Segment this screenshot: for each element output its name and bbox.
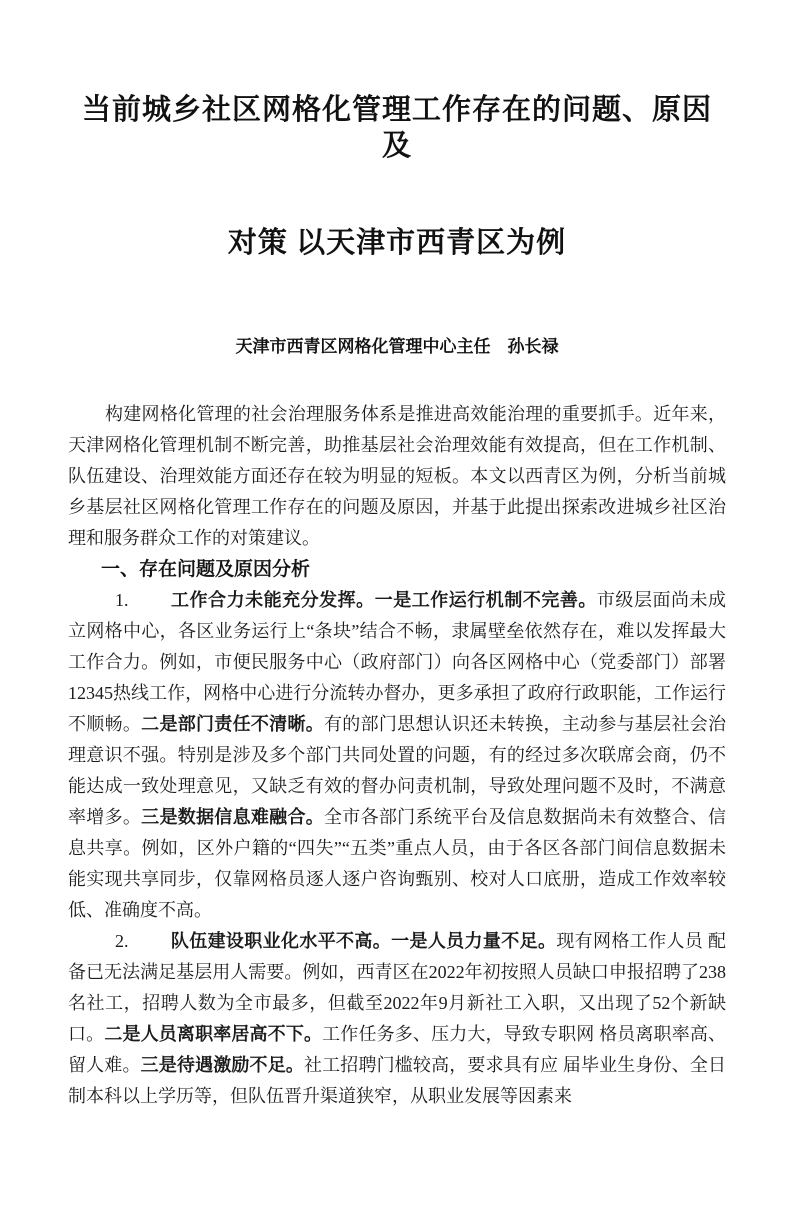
item-2-bold-2: 二是人员离职率居高不下。: [104, 1024, 323, 1044]
item-2-text-1: 现有网格工作人员 配备已无法满足基层用人需要。例如，西青区在2022年初按照人员缺口申报招聘了238名社工，招聘人数为全市最多，但截至2022年9月新社工入职，又出现了52个新缺口。: [68, 931, 727, 1044]
section-heading-1: 一、存在问题及原因分析: [101, 559, 311, 580]
item-2-bold-lead: 队伍建设职业化水平不高。一是人员力量不足。: [170, 931, 557, 951]
item-1-bold-2: 二是部门责任不清晰。: [141, 714, 325, 734]
document-title-line-1: 当前城乡社区网格化管理工作存在的问题、原因及: [81, 94, 712, 162]
document-page: [0, 92, 794, 1214]
item-1-number: 1.: [115, 590, 129, 610]
item-1-bold-lead: 工作合力未能充分发挥。一是工作运行机制不完善。: [170, 590, 597, 610]
item-1-text-2: 有的部门思想认识还未转换，主动参与基层社会治理意识不强。特别是涉及多个部门共同处置的问题，有的经过多次联席会商，仍不能达成一致处理意见，又缺乏有效的督办问责机制，导致处理问题不及时，不满意率增多。: [68, 714, 727, 827]
author-byline: 天津市西青区网格化管理中心主任 孙长禄: [235, 337, 559, 356]
item-2-text-2: 工作任务多、压力大，导致专职网 格员离职率高、留人难。: [68, 1024, 727, 1075]
item-2-text-3: 社工招聘门槛较高，要求具有应 届毕业生身份、全日制本科以上学历等，但队伍晋升渠道狭窄，从职业发展等因素来: [68, 1055, 727, 1106]
intro-paragraph: 构建网格化管理的社会治理服务体系是推进高效能治理的重要抓手。近年来，天津网格化管理机制不断完善，助推基层社会治理效能有效提高，但在工作机制、队伍建设、治理效能方面还存在较为明显的短板。本文以西青区为例，分析当前城乡基层社区网格化管理工作存在的问题及原因，并基于此提出探索改进城乡社区治理和服务群众工作的对策建议。: [68, 404, 726, 548]
item-1-text-3: 全市各部门系统平台及信息数据尚未有效整合、信息共享。例如，区外户籍的“四失”“五类”重点人员，由于各区各部门间信息数据未能实现共享同步，仅靠网格员逐人逐户咨询甄别、校对人口底册，造成工作效率较低、准确度不高。: [68, 807, 727, 920]
item-2-bold-3: 三是待遇激励不足。: [140, 1055, 304, 1075]
item-1-bold-3: 三是数据信息难融合。: [141, 807, 325, 827]
numbered-item-2: [68, 926, 726, 1112]
document-title-line-2: 对策 以天津市西青区为例: [227, 227, 567, 259]
item-1-text-1: 市级层面尚未成立网格中心，各区业务运行上“条块”结合不畅，隶属壁垒依然存在，难以发挥最大工作合力。例如，市便民服务中心（政府部门）向各区网格中心（党委部门）部署12345热线工作，网格中心进行分流转办督办，更多承担了政府行政职能，工作运行不顺畅。: [68, 590, 727, 734]
item-2-number: 2.: [115, 931, 129, 951]
numbered-item-1: [68, 585, 726, 926]
